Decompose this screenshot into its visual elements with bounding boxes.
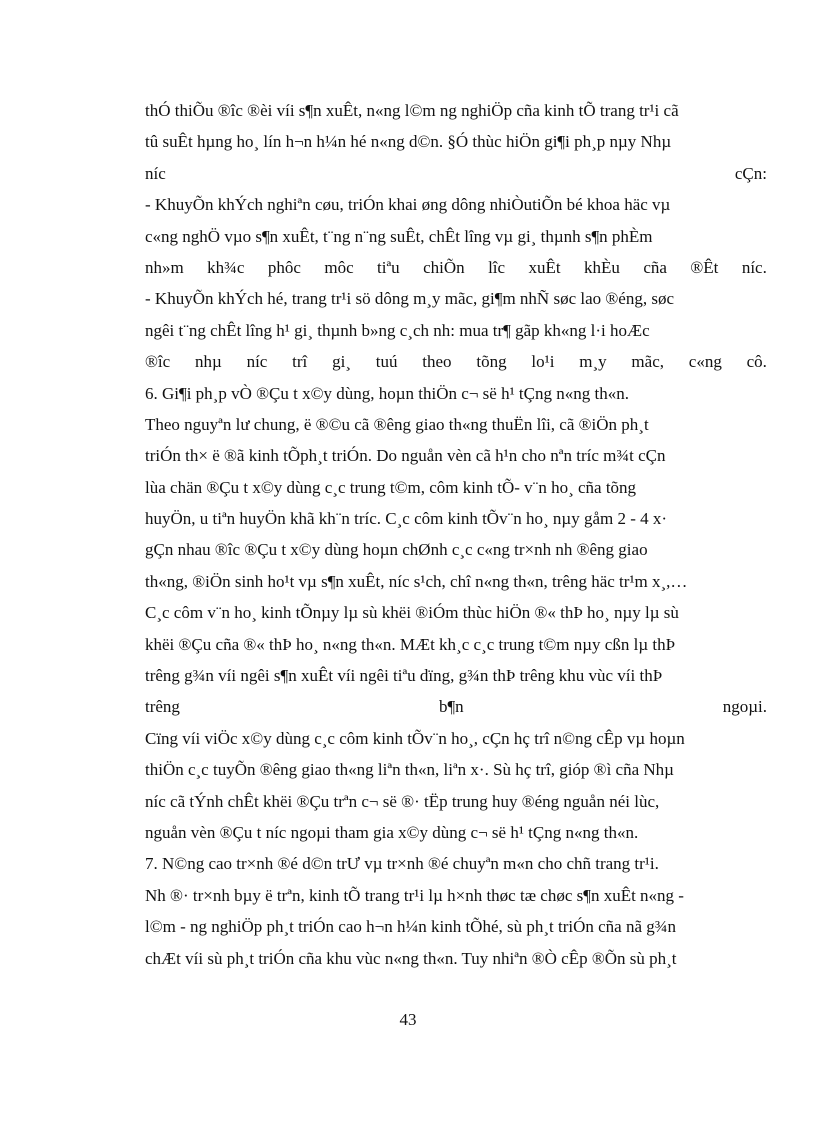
text-line: gÇn nhau ®îc ®Çu t x©y dùng hoµn chØnh c¸c c«ng tr×nh nh ®êng giao bbox=[145, 540, 648, 560]
text-line: thÓ thiÕu ®îc ®èi víi s¶n xuÊt, n«ng l©m ng nghiÖp cña kinh tÕ trang tr¹i cã bbox=[145, 101, 679, 120]
word: phôc bbox=[267, 257, 301, 277]
text-line: th«ng, ®iÖn sinh ho¹t vµ s¶n xuÊt, níc s¹ch, chî n«ng th«n, trêng häc tr¹m x¸,… bbox=[145, 571, 688, 591]
text-line: Theo nguyªn lư chung, ë ®©u cã ®êng giao th«ng thuËn lîi, cã ®iÖn ph¸t bbox=[145, 414, 649, 434]
word: tuú bbox=[375, 352, 398, 372]
text-line: 6. Gi¶i ph¸p vÒ ®Çu t x©y dùng, hoµn thiÖn c¬ së h¹ tÇng n«ng th«n. bbox=[145, 383, 629, 403]
text-line: khëi ®Çu cña ®« thÞ ho¸ n«ng th«n. MÆt kh¸c c¸c trung t©m nµy cßn lµ thÞ bbox=[145, 634, 676, 654]
word: xuÊt bbox=[528, 257, 561, 277]
word: m¸y bbox=[579, 352, 607, 372]
text-line bbox=[145, 158, 767, 189]
word: môc bbox=[324, 257, 354, 277]
text-line: níc cã tÝnh chÊt khëi ®Çu trªn c¬ së ®· tËp trung huy ®éng nguån néi lùc, bbox=[145, 791, 660, 811]
word: nh»m bbox=[145, 257, 184, 277]
word: cña bbox=[643, 257, 667, 277]
word: cÇn: bbox=[734, 163, 767, 183]
word: trî bbox=[292, 352, 308, 372]
word: chiÕn bbox=[423, 257, 465, 277]
word: ®Êt bbox=[690, 257, 719, 277]
text-line: Cïng víi viÖc x©y dùng c¸c côm kinh tÕv¨n ho¸, cÇn hç trî n©ng cÊp vµ hoµn bbox=[145, 728, 685, 748]
text-line: - KhuyÕn khÝch nghiªn cøu, triÓn khai øng dông nhiÒutiÕn bé khoa häc vµ bbox=[145, 195, 671, 215]
word: ngoµi. bbox=[722, 697, 767, 717]
word: b¶n bbox=[438, 697, 464, 717]
word: lîc bbox=[488, 257, 506, 277]
text-line: trêng g¾n víi ngêi s¶n xuÊt víi ngêi tiªu dïng, g¾n thÞ trêng khu vùc víi thÞ bbox=[145, 666, 663, 686]
word: gi¸ bbox=[332, 352, 351, 372]
text-line: huyÖn, u tiªn huyÖn khã kh¨n tríc. C¸c côm kinh tÕv¨n ho¸ nµy gåm 2 - 4 x· bbox=[145, 509, 668, 529]
text-line: c«ng nghÖ vµo s¶n xuÊt, t¨ng n¨ng suÊt, chÊt lîng vµ gi¸ thµnh s¶n phÈm bbox=[145, 226, 653, 246]
text-line bbox=[145, 346, 767, 377]
text-line: nguån vèn ®Çu t níc ngoµi tham gia x©y dùng c¬ së h¹ tÇng n«ng th«n. bbox=[145, 822, 639, 842]
text-line: lùa chän ®Çu t x©y dùng c¸c trung t©m, côm kinh tÕ- v¨n ho¸ cña tõng bbox=[145, 477, 637, 497]
word: mãc, bbox=[631, 352, 664, 372]
text-line: 7. N©ng cao tr×nh ®é d©n trƯ vµ tr×nh ®é chuyªn m«n cho chñ trang tr¹i. bbox=[145, 854, 659, 874]
body-text bbox=[145, 95, 767, 974]
word: lo¹i bbox=[531, 352, 555, 372]
word: tõng bbox=[476, 352, 507, 372]
text-line: C¸c côm v¨n ho¸ kinh tÕnµy lµ sù khëi ®iÓm thùc hiÖn ®« thÞ ho¸ nµy lµ sù bbox=[145, 603, 679, 623]
text-line: Nh ®· tr×nh bµy ë trªn, kinh tÕ trang tr¹i lµ h×nh thøc tæ chøc s¶n xuÊt n«ng - bbox=[145, 885, 684, 905]
word: níc bbox=[145, 163, 166, 183]
text-line: triÓn th× ë ®ã kinh tÕph¸t triÓn. Do nguån vèn cã h¹n cho nªn tríc m¾t cÇn bbox=[145, 446, 666, 466]
word: níc. bbox=[741, 257, 767, 277]
text-line bbox=[145, 252, 767, 283]
text-line: - KhuyÕn khÝch hé, trang tr¹i sö dông m¸y mãc, gi¶m nhÑ søc lao ®éng, søc bbox=[145, 289, 675, 309]
word: kh¾c bbox=[207, 257, 245, 277]
word: nhµ bbox=[194, 352, 222, 372]
word: theo bbox=[422, 352, 452, 372]
word: níc bbox=[246, 352, 268, 372]
text-line: l©m - ng nghiÖp ph¸t triÓn cao h¬n h¼n kinh tÕhé, sù ph¸t triÓn cña nã g¾n bbox=[145, 917, 677, 937]
word: cô. bbox=[746, 352, 767, 372]
page-number: 43 bbox=[399, 1010, 417, 1029]
text-line: tû suÊt hµng ho¸ lín h¬n h¼n hé n«ng d©n. §Ó thùc hiÖn gi¶i ph¸p nµy Nhµ bbox=[145, 132, 672, 152]
word: trêng bbox=[145, 697, 180, 717]
word: tiªu bbox=[377, 257, 400, 277]
text-line: ngêi t¨ng chÊt lîng h¹ gi¸ thµnh b»ng c¸ch nh: mua tr¶ gãp kh«ng l·i hoÆc bbox=[145, 320, 650, 340]
text-line: thiÖn c¸c tuyÕn ®êng giao th«ng liªn th«n, liªn x·. Sù hç trî, gióp ®ì cña Nhµ bbox=[145, 760, 674, 780]
word: khÈu bbox=[584, 257, 620, 277]
word: ®îc bbox=[145, 352, 171, 372]
text-line: chÆt víi sù ph¸t triÓn cña khu vùc n«ng th«n. Tuy nhiªn ®Ò cÊp ®Õn sù ph¸t bbox=[145, 948, 677, 968]
word: c«ng bbox=[688, 352, 722, 372]
text-line bbox=[145, 691, 767, 722]
